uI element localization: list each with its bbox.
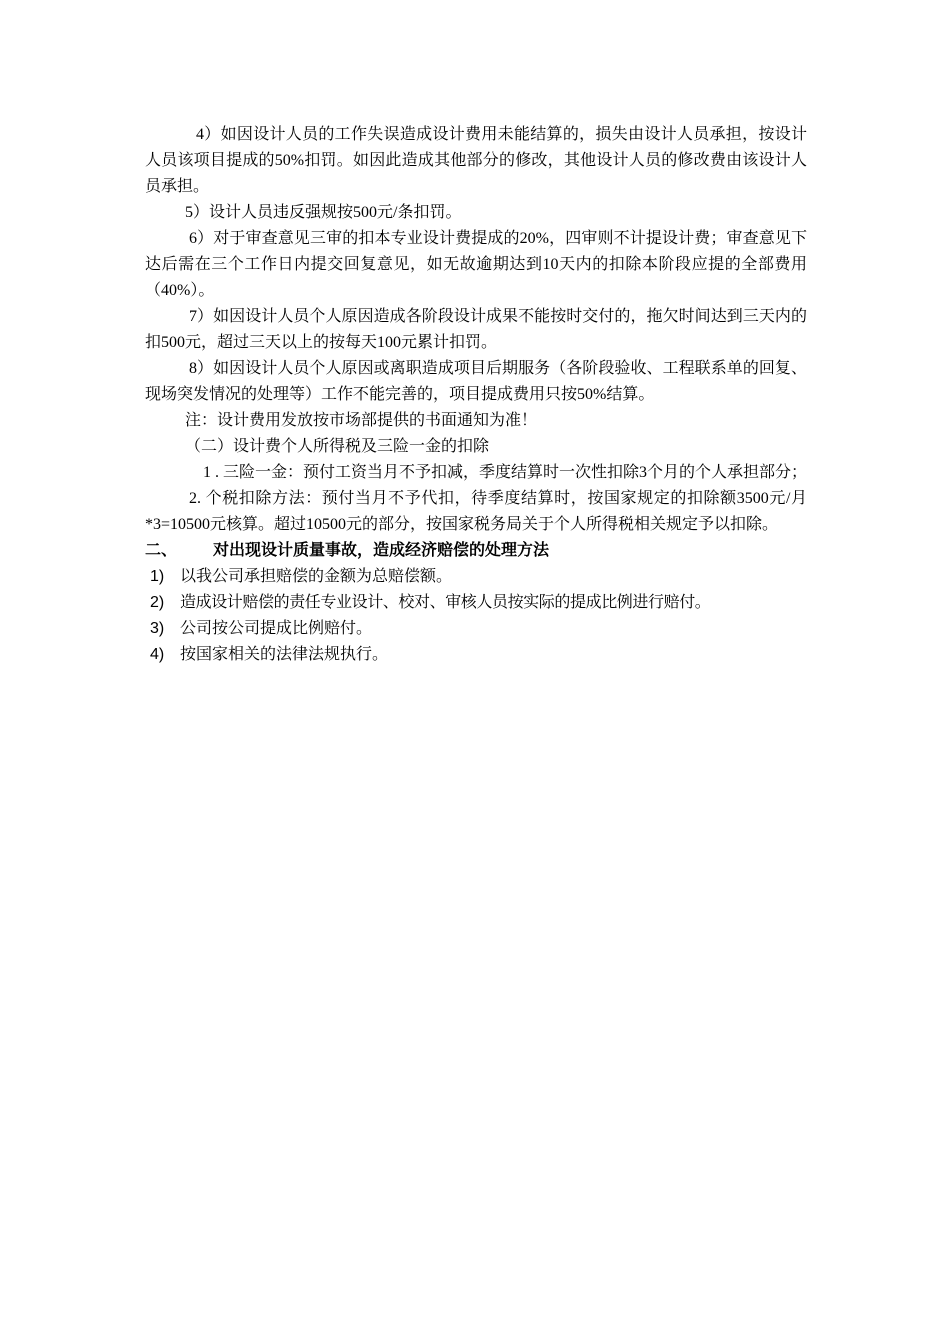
paragraph-item-8: 8）如因设计人员个人原因或离职造成项目后期服务（各阶段验收、工程联系单的回复、现场突发情况的处理等）工作不能完善的，项目提成费用只按50%结算。	[145, 360, 807, 403]
list-item	[145, 642, 807, 668]
subitem-tax: 2. 个税扣除方法：预付当月不予代扣，待季度结算时，按国家规定的扣除额3500元/月*3=10500元核算。超过10500元的部分，按国家税务局关于个人所得税相关规定予以扣除。	[145, 490, 807, 533]
section-number: 二、	[145, 542, 178, 559]
list-item	[145, 590, 807, 616]
paragraph-item-4: 4）如因设计人员的工作失误造成设计费用未能结算的，损失由设计人员承担，按设计人员该项目提成的50%扣罚。如因此造成其他部分的修改，其他设计人员的修改费由该设计人员承担。	[145, 126, 807, 195]
list-text: 公司按公司提成比例赔付。	[180, 620, 373, 637]
list-number: 3)	[150, 620, 165, 637]
list-number: 2)	[150, 594, 165, 611]
section-heading	[145, 538, 807, 564]
document-body	[145, 122, 807, 668]
list-number: 1)	[150, 568, 165, 585]
list-item	[145, 616, 807, 642]
list-text: 按国家相关的法律法规执行。	[180, 646, 389, 663]
section-title: 对出现设计质量事故，造成经济赔偿的处理方法	[213, 542, 550, 559]
paragraph-item-7: 7）如因设计人员个人原因造成各阶段设计成果不能按时交付的，拖欠时间达到三天内的扣500元，超过三天以上的按每天100元累计扣罚。	[145, 308, 807, 351]
paragraph-item-6: 6）对于审查意见三审的扣本专业设计费提成的20%，四审则不计提设计费；审查意见下达后需在三个工作日内提交回复意见，如无故逾期达到10天内的扣除本阶段应提的全部费用（40%）。	[145, 230, 807, 299]
list-item	[145, 564, 807, 590]
subitem-insurance: 1 . 三险一金：预付工资当月不予扣减，季度结算时一次性扣除3个月的个人承担部分；	[203, 464, 808, 481]
list-text: 造成设计赔偿的责任专业设计、校对、审核人员按实际的提成比例进行赔付。	[180, 594, 711, 611]
list-number: 4)	[150, 646, 165, 663]
list-text: 以我公司承担赔偿的金额为总赔偿额。	[180, 568, 453, 585]
paragraph-item-5: 5）设计人员违反强规按500元/条扣罚。	[185, 204, 462, 221]
subheading-tax: （二）设计费个人所得税及三险一金的扣除	[185, 438, 490, 455]
note-text: 注：设计费用发放按市场部提供的书面通知为准！	[185, 412, 538, 429]
